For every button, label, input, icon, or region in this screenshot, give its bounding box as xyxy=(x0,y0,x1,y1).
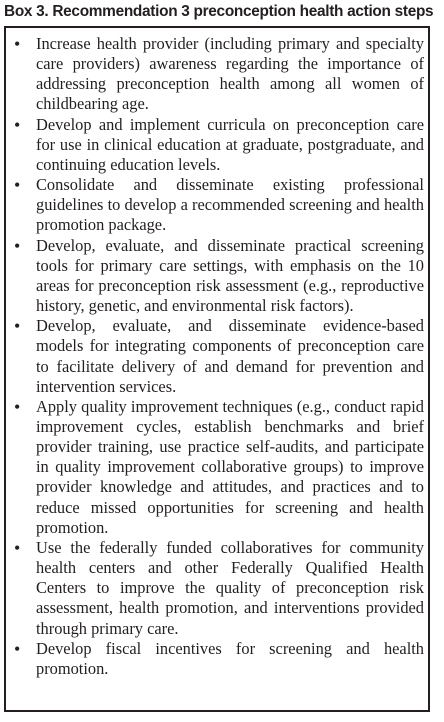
action-step-item xyxy=(14,397,424,538)
bullet-icon: • xyxy=(14,34,21,54)
action-steps-list xyxy=(14,34,424,679)
action-step-item xyxy=(14,115,424,175)
action-step-item xyxy=(14,316,424,397)
action-step-item xyxy=(14,236,424,317)
bullet-icon: • xyxy=(14,114,21,135)
action-step-text: Develop and implement curricula on preconception care for use in clinical education at graduate, postgraduate, and continuing education levels. xyxy=(36,114,424,174)
bullet-icon: • xyxy=(14,396,21,417)
bullet-icon: • xyxy=(14,537,21,558)
action-step-item xyxy=(14,639,424,679)
bullet-icon: • xyxy=(14,638,21,659)
action-step-item xyxy=(14,34,424,115)
bullet-icon: • xyxy=(14,316,21,337)
bullet-icon: • xyxy=(14,175,21,196)
action-step-text: Apply quality improvement techniques (e.g., conduct rapid improvement cycles, establish benchmarks and brief provider training, use practice self-audits, and participate in quality improvement collaborative groups) to improve provider knowledge and attitudes, and practices and to reduce missed opportunities for screening and health promotion. xyxy=(36,396,424,537)
action-step-text: Increase health provider (including primary and specialty care providers) awareness regarding the importance of addressing preconception health among all women of childbearing age. xyxy=(36,34,424,114)
action-step-item xyxy=(14,538,424,639)
box-title: Box 3. Recommendation 3 preconception health action steps xyxy=(4,3,434,20)
bullet-icon: • xyxy=(14,235,21,256)
action-step-text: Develop, evaluate, and disseminate practical screening tools for primary care settings, with emphasis on the 10 areas for preconception risk assessment (e.g., reproductive history, genetic, and environmental risk factors). xyxy=(36,235,424,316)
action-step-text: Develop fiscal incentives for screening and health promotion. xyxy=(36,638,424,678)
action-step-item xyxy=(14,175,424,235)
action-step-text: Use the federally funded collaboratives for community health centers and other Federally Qualified Health Centers to improve the quality of preconception risk assessment, health promotion, and interventions provided through primary care. xyxy=(36,537,424,638)
action-step-text: Develop, evaluate, and disseminate evidence-based models for integrating components of preconception care to facilitate delivery of and demand for prevention and intervention services. xyxy=(36,316,424,396)
action-step-text: Consolidate and disseminate existing professional guidelines to develop a recommended screening and health promotion package. xyxy=(36,175,424,235)
